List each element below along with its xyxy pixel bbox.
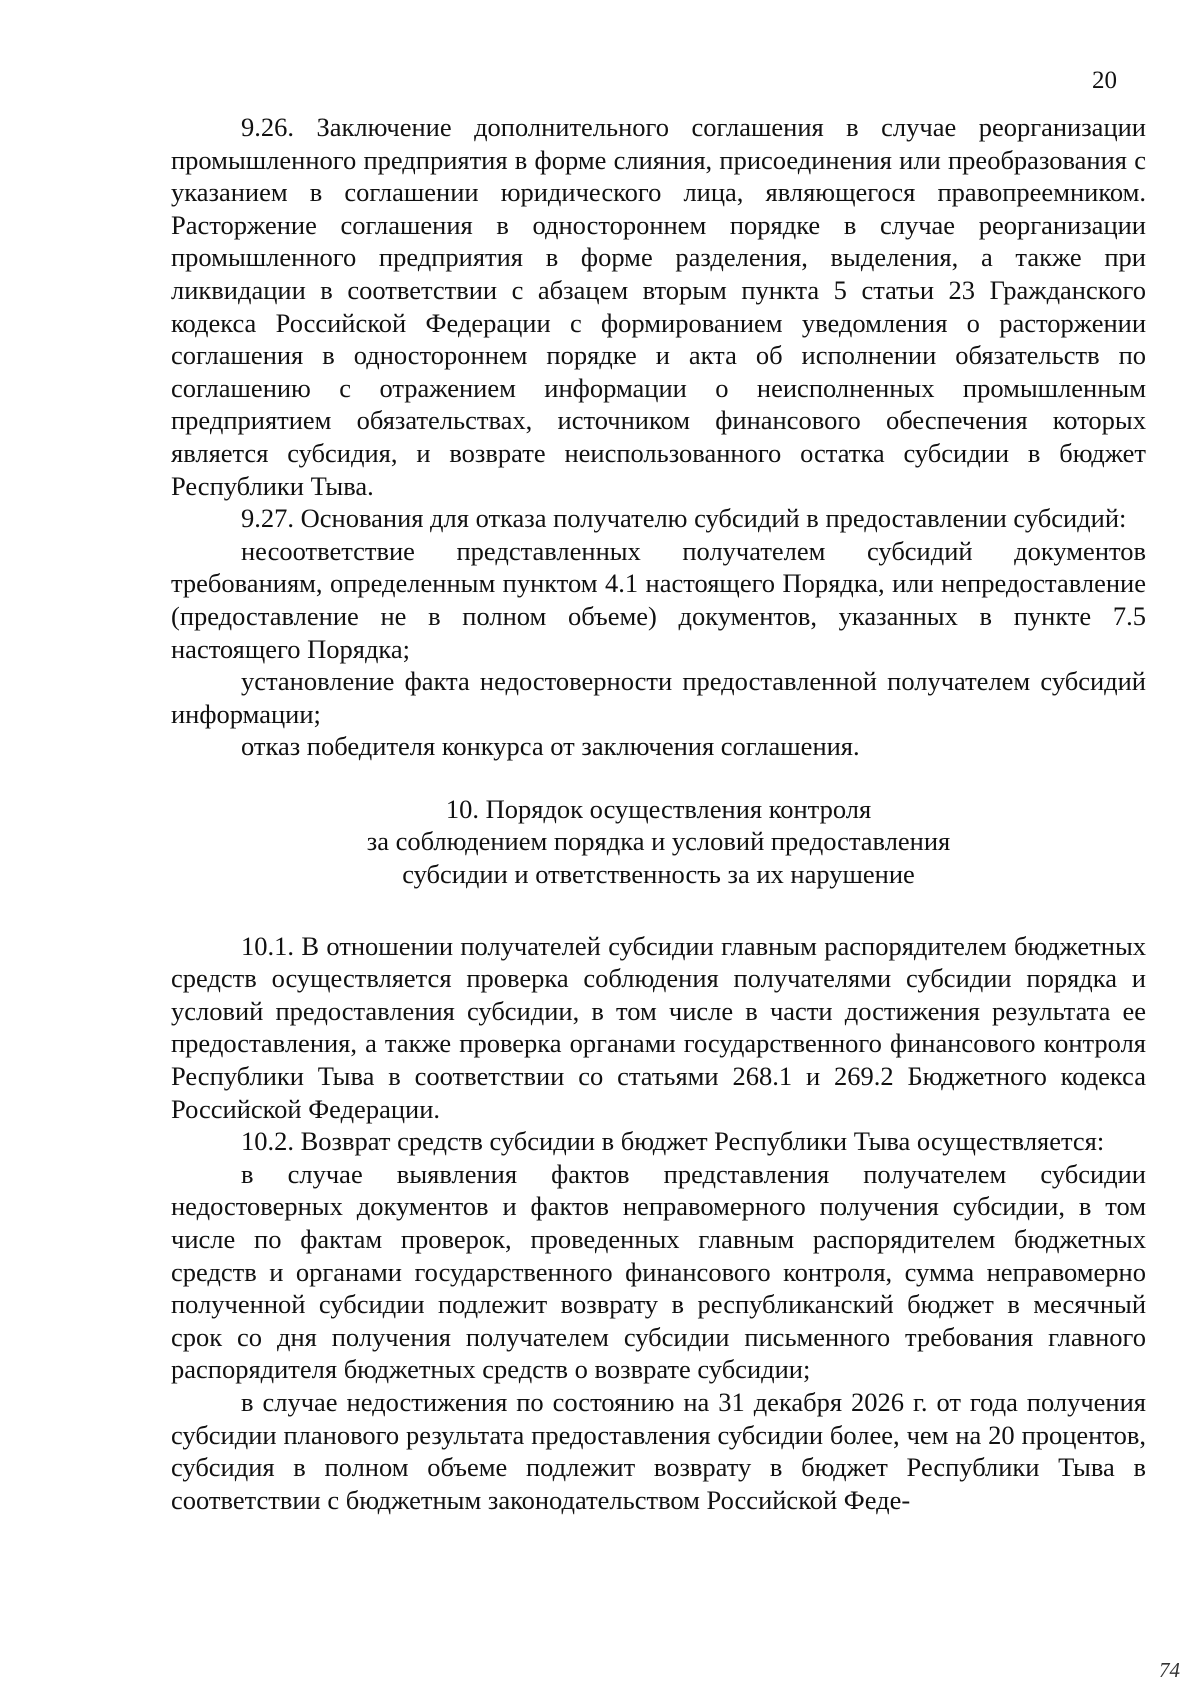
- section-heading-line: за соблюдением порядка и условий предоставления: [366, 826, 951, 857]
- paragraph-10-1: 10.1. В отношении получателей субсидии главным распорядителем бюджетных средств осуществляется проверка соблюдения получателями субсидии порядка и условий предоставления субсидии, в том числе в части достижения результата ее предоставления, а также проверка органами государственного финансового контроля Республики Тыва в соответствии со статьями 268.1 и 269.2 Бюджетного кодекса Российской Федерации.: [171, 930, 1146, 1124]
- page-number: 20: [1092, 67, 1117, 94]
- refusal-ground-unreliable-info: установление факта недостоверности предоставленной получателем субсидий информации;: [171, 666, 1146, 729]
- paragraph-9-26: 9.26. Заключение дополнительного соглашения в случае реорганизации промышленного предприятия в форме слияния, присоединения или преобразования с указанием в соглашении юридического лица, являющегося правопреемником. Расторжение соглашения в одностороннем порядке в случае реорганизации промышленного предприятия в форме разделения, выделения, а также при ликвидации в соответствии с абзацем вторым пункта 5 статьи 23 Гражданского кодекса Российской Федерации с формированием уведомления о расторжении соглашения в одностороннем порядке и акта об исполнении обязательств по соглашению с отражением информации о неисполненных промышленным предприятием обязательствах, источником финансового обеспечения которых является субсидия, и возврате неиспользованного остатка субсидии в бюджет Республики Тыва.: [171, 112, 1146, 501]
- refund-case-result-not-achieved: в случае недостижения по состоянию на 31 декабря 2026 г. от года получения субсидии планового результата предоставления субсидии более, чем на 20 процентов, субсидия в полном объеме подлежит возврату в бюджет Республики Тыва в соответствии с бюджетным законодательством Российской Феде-: [171, 1386, 1146, 1515]
- section-heading-line: субсидии и ответственность за их нарушение: [402, 859, 915, 890]
- refund-case-unreliable-documents: в случае выявления фактов представления получателем субсидии недостоверных документов и фактов неправомерного получения субсидии, в том числе по фактам проверок, проведенных главным распорядителем бюджетных средств и органами государственного финансового контроля, сумма неправомерно полученной субсидии подлежит возврату в республиканский бюджет в месячный срок со дня получения получателем субсидии письменного требования главного распорядителя бюджетных средств о возврате субсидии;: [171, 1158, 1146, 1385]
- paragraph-9-27: 9.27. Основания для отказа получателю субсидий в предоставлении субсидий:: [241, 503, 1127, 534]
- document-body: [171, 111, 1146, 1516]
- refusal-ground-documents: несоответствие представленных получателем субсидий документов требованиям, определенным пунктом 4.1 настоящего Порядка, или непредоставление (предоставление не в полном объеме) документов, указанных в пункте 7.5 настоящего Порядка;: [171, 535, 1146, 664]
- paragraph-10-2: 10.2. Возврат средств субсидии в бюджет Республики Тыва осуществляется:: [241, 1126, 1105, 1157]
- handwritten-page-mark: 74: [1159, 1658, 1180, 1682]
- section-heading-line: 10. Порядок осуществления контроля: [445, 793, 872, 824]
- section-10-heading: [171, 793, 1146, 891]
- refusal-ground-winner-refusal: отказ победителя конкурса от заключения соглашения.: [241, 731, 860, 762]
